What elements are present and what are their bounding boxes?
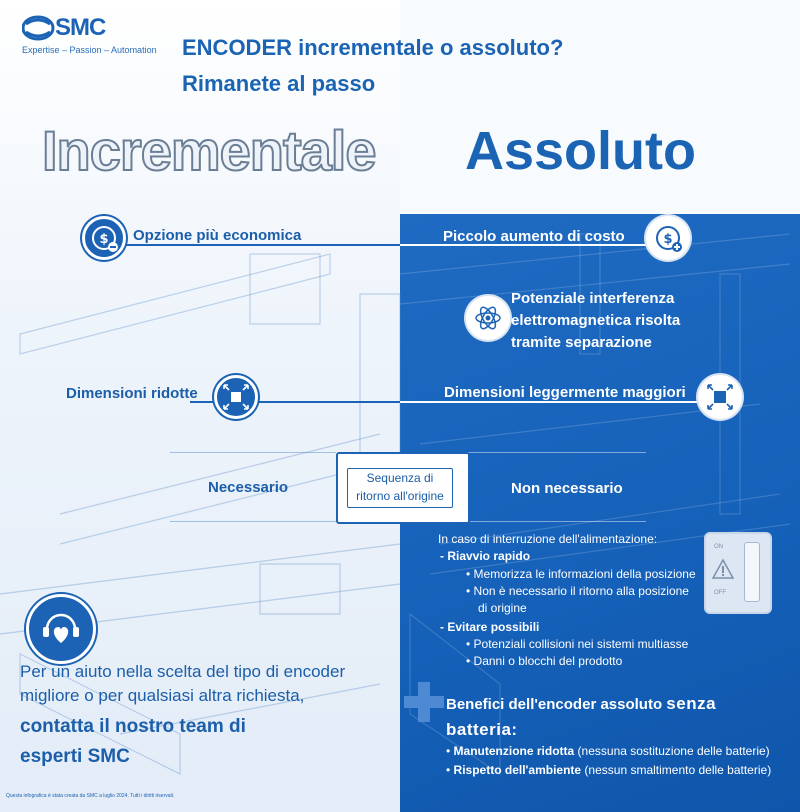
restart-item-1: • Memorizza le informazioni della posizione (466, 567, 696, 581)
warning-icon (712, 558, 734, 580)
benefit-item-2-bold: Rispetto dell'ambiente (453, 763, 582, 777)
benefit-item-1: • Manutenzione ridotta (nessuna sostituzione delle batterie) (446, 744, 770, 758)
size-icon-left (214, 375, 258, 419)
avoid-item-1: • Potenziali collisioni nei sistemi multiasse (466, 637, 689, 651)
title-line-1: ENCODER incrementale o assoluto? (182, 35, 564, 60)
smc-logo-text: SMC (55, 14, 106, 41)
avoid-item-2: • Danni o blocchi del prodotto (466, 654, 623, 668)
size-left-label: Dimensioni ridotte (66, 385, 198, 402)
size-icon-right (698, 375, 742, 419)
emi-line-2: elettromagnetica risolta (511, 312, 681, 329)
page-title (182, 30, 563, 102)
dollar-icon (653, 223, 683, 253)
plus-icon (404, 682, 444, 722)
homing-right-label: Non necessario (511, 480, 623, 497)
power-switch-graphic (704, 532, 772, 614)
svg-text:$: $ (663, 232, 673, 247)
atom-icon (473, 303, 503, 333)
homing-sequence-line-1: Sequenza di (366, 471, 434, 485)
cost-line-left (100, 244, 400, 246)
help-text-line-1: Per un aiuto nella scelta del tipo di encoder (20, 662, 346, 681)
cost-icon-right (646, 216, 690, 260)
switch-off-label: OFF (714, 590, 726, 596)
restart-title: - Riavvio rapido (440, 549, 531, 563)
emi-line-3: tramite separazione (511, 334, 652, 351)
expand-icon (221, 382, 251, 412)
dollar-icon (89, 223, 119, 253)
homing-sequence-line-2: ritorno all'origine (356, 489, 444, 503)
restart-item-2a: • Non è necessario il ritorno alla posizione (466, 584, 689, 598)
cost-right-label: Piccolo aumento di costo (443, 228, 625, 245)
help-text-line-2: migliore o per qualsiasi altra richiesta, (20, 686, 305, 705)
benefit-item-1-rest: (nessuna sostituzione delle batterie) (574, 744, 770, 758)
brand-tagline: Expertise – Passion – Automation (22, 45, 157, 55)
benefit-item-1-bold: Manutenzione ridotta (453, 744, 575, 758)
benefits-title-c-text: batteria: (446, 720, 518, 739)
restart-item-2b: di origine (478, 601, 527, 615)
help-icon-wrap (26, 594, 96, 664)
header-incremental: Incrementale (42, 119, 376, 182)
benefit-item-2-rest: (nessun smaltimento delle batterie) (581, 763, 772, 777)
help-cta-line-1: contatta il nostro team di (20, 716, 246, 737)
expand-icon (705, 382, 735, 412)
size-right-label: Dimensioni leggermente maggiori (444, 384, 686, 401)
cost-icon-left (82, 216, 126, 260)
support-heart-icon (37, 605, 85, 653)
switch-on-label: ON (714, 544, 723, 550)
emi-icon-wrap (466, 296, 510, 340)
benefits-title-b: senza (666, 694, 717, 713)
benefits-title-c (446, 720, 518, 740)
benefits-title-a: Benefici dell'encoder assoluto (446, 696, 667, 713)
switch-lever (744, 542, 760, 602)
footnote: Questa infografica è stata creata da SMC a luglio 2024. Tutti i diritti riservati. (6, 793, 175, 799)
title-line-2: Rimanete al passo (182, 71, 376, 96)
header-absolute: Assoluto (465, 121, 697, 181)
benefits-title (446, 694, 716, 714)
avoid-title: - Evitare possibili (440, 620, 540, 634)
size-line-right (400, 401, 700, 403)
help-cta-line-2: esperti SMC (20, 746, 130, 767)
benefit-item-2: • Rispetto dell'ambiente (nessun smaltimento delle batterie) (446, 763, 772, 777)
svg-text:$: $ (99, 232, 109, 247)
homing-left-label: Necessario (208, 479, 289, 496)
homing-sequence-text (350, 469, 450, 505)
power-loss-intro: In caso di interruzione dell'alimentazione: (438, 532, 658, 546)
emi-label (511, 288, 680, 354)
cost-left-label: Opzione più economica (133, 227, 302, 244)
emi-line-1: Potenziale interferenza (511, 290, 675, 307)
